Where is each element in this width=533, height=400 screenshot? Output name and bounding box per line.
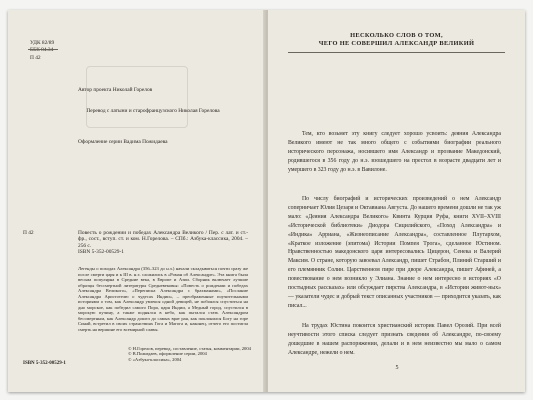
project-author-credit: Автор проекта Николай Горелов [78,87,153,93]
udk-block [30,40,54,62]
paragraph-3: На трудах Юстина покоится христианский историк Павел Орозий. При всей неучтивости этого списка следует признать сведения об Александре, по-своему дошедшие в нашем распоряжении, делали и в нем неизвестно мы мало о самом Александре, нежели о нем. [288,323,501,356]
right-page [268,10,525,392]
divider [28,49,58,50]
left-page [8,10,266,392]
chapter-heading-line-2: ЧЕГО НЕ СОВЕРШИЛ АЛЕКСАНДР ВЕЛИКИЙ [318,39,475,47]
catalog-entry [78,230,248,256]
book-annotation: Легенды о походах Александра (356–323 до н.э.) начали складываться почти сразу же после смерти царя и к III в. н.э. сложились в «Роман об Александре». Эта книга была весьма популярна в Средние века, в Европе и Азии. Сборник включает лучшие образцы бессмертной литературы Средневековья: «Повесть о рождении и победах Александра Великого», «Переписка Александра с брахманами», «Послание Александра Аристотелю о чудесах Индии», – преображенные поучительными историями о том, как Александр увлекся одной девицей, не побоялся спуститься на дно морское, как победил самого Пора, царя Индии, а Медный город, спустился в морскую пучину, а также поднялся в небо, как пытался стать Александром бессмертным, как Александр дошел до самых врат рая, как поклонился Богу на горе Синай, встретил в своих странствиях Гога и Магога и, наконец, отчего его постигла смерть на вершине его всемирной славы. [78,266,248,332]
bbk-line: ББК 84.34 [30,47,54,54]
catalog-isbn: ISBN 5-352-00529-1 [78,249,124,256]
copyright-design: © В.Пожидаев, оформление серии, 2004 [128,351,207,357]
copyright-block [128,346,258,362]
heading-rule [288,52,505,53]
open-book [8,10,525,392]
page-number: 5 [395,365,399,371]
chapter-heading [288,32,505,47]
paragraph-1: Тем, кто возьмет эту книгу следует хорошо усвоить: деяния Александра Великого имеют не так много общего с событиями биографии реального исторического персонажа, носившего имя Александр и прозвание Македонский, родившегося в 356 году до н.э. взошедшего на престол в возрасте двадцати лет и умершего в 323 году до н.э. в Вавилоне. [288,131,501,173]
show-through-stamp [86,66,188,128]
copyright-translator: © Н.Горелов, перевод, составление, статья, комментарии, 2004 [128,346,251,351]
catalog-number: П 42 [23,230,34,236]
author-mark-line: П 42 [30,54,41,61]
isbn-bottom: ISBN 5-352-00529-1 [23,361,66,366]
copyright-publisher: © «Азбука-классика», 2004 [128,356,182,362]
chapter-heading-line-1: НЕСКОЛЬКО СЛОВ О ТОМ, [350,32,443,39]
paragraph-2: По числу биографий и исторических произведений о нем Александр соперничает Юлия Цезаря и Октавиана Августа. До нашего времени дошли не так уж мало: «Деяния Александра Великого» Квинта Курция Руфа, книги XVII–XVIII «Исторической библиотеки» Диодора Сицилийского, «Поход Александра» и «Индика» Арриана, «Жизнеописание Александра», составленное Плутархом, «Краткое изложение (эпитома) Истории Помпея Трога», сделанное Юстином. Нравственностью македонского царя интересовались Цицерон, Сенека и Валерий Максим. О стране, которую завоевал Александр, пишет Страбон, Плиний Старший и его племянник Солин. Царственном пире при дворе Александра, пишет Афиней, а повествование о нем возникло у Элиана. Знание о нем интересно в историях «О постыдных рассказах» или обсуждает пирства Александра, в «Истории живот-ных» — указатели чудес и добрый текст описанных участников — приходится указать, как писал... [288,196,501,309]
udk-line: УДК 82/89 [30,40,55,46]
translator-credit: Перевод с латыни и старофранцузского Николая Горелова [86,108,220,114]
catalog-entry-text: Повесть о рождении и победах Александра Великого / Пер. с лат. и ст.-фр., сост., вступ. ст. и ком. Н.Горелова. – СПб.: Азбука-классика, 2004. – 256 с. [78,230,248,249]
design-credit: Оформление серии Вадима Пожидаева [78,139,168,145]
